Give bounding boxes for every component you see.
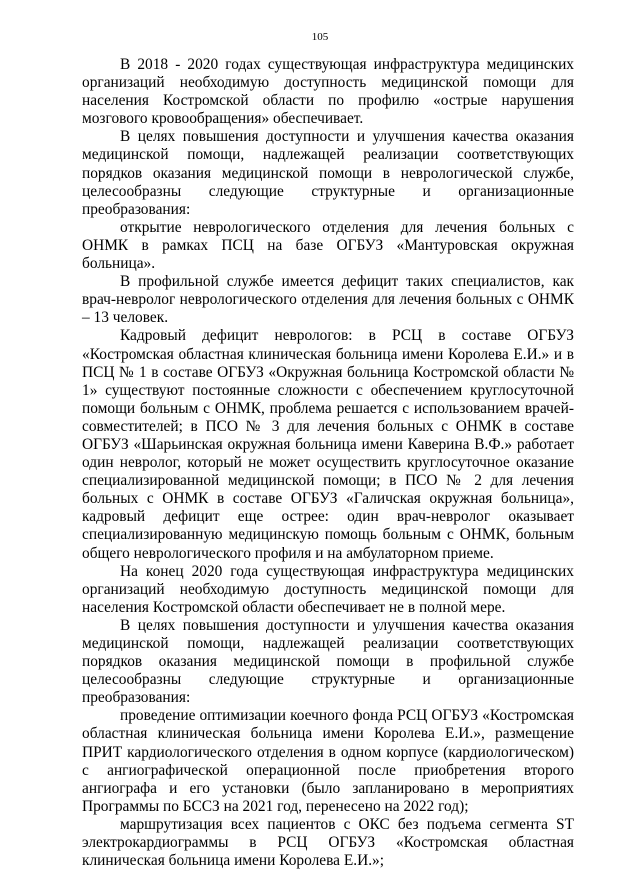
paragraph: На конец 2020 года существующая инфраструктура медицинских организаций необходимую доступность медицинской помощи для населения Костромской области обеспечивает не в полной мере. [82, 562, 574, 616]
paragraph: открытие неврологического отделения для лечения больных с ОНМК в рамках ПСЦ на базе ОГБУЗ «Мантуровская окружная больница». [82, 218, 574, 273]
paragraph: В профильной службе имеется дефицит таких специалистов, как врач-невролог неврологического отделения для лечения больных с ОНМК – 13 человек. [82, 273, 574, 327]
paragraph: маршрутизация всех пациентов с ОКС без подъема сегмента ST электрокардиограммы в РСЦ ОГБУЗ «Костромская областная клиническая больница имени Королева Е.И.»; [82, 815, 574, 870]
paragraph: Кадровый дефицит неврологов: в РСЦ в составе ОГБУЗ «Костромская областная клиническая больница имени Королева Е.И.» и в ПСЦ № 1 в составе ОГБУЗ «Окружная больница Костромской области № 1» существуют постоянные сложности с обеспечением круглосуточной помощи больным с ОНМК, проблема решается с использованием врачей-совместителей; в ПСО № 3 для лечения больных с ОНМК в составе ОГБУЗ «Шарьинская окружная больница имени Каверина В.Ф.» работает один невролог, который не может осуществить круглосуточное оказание специализированной медицинской помощи; в ПСО № 2 для лечения больных с ОНМК в составе ОГБУЗ «Галичская окружная больница», кадровый дефицит еще острее: один врач-невролог оказывает специализированную медицинскую помощь больным с ОНМК, больным общего неврологического профиля и на амбулаторном приеме. [82, 327, 574, 562]
document-body [82, 56, 574, 870]
page-number: 105 [311, 31, 329, 43]
paragraph: В целях повышения доступности и улучшения качества оказания медицинской помощи, надлежащей реализации соответствующих порядков оказания медицинской помощи в неврологической службе, целесообразны следующие структурные и организационные преобразования: [82, 128, 574, 218]
paragraph: В 2018 - 2020 годах существующая инфраструктура медицинских организаций необходимую доступность медицинской помощи для населения Костромской области по профилю «острые нарушения мозгового кровообращения» обеспечивает. [82, 56, 574, 128]
paragraph: проведение оптимизации коечного фонда РСЦ ОГБУЗ «Костромская областная клиническая больница имени Королева Е.И.», размещение ПРИТ кардиологического отделения в одном корпусе (кардиологическом) с ангиографической операционной после приобретения второго ангиографа и его установки (было запланировано в мероприятиях Программы по БССЗ на 2021 год, перенесено на 2022 год); [82, 707, 574, 815]
paragraph: В целях повышения доступности и улучшения качества оказания медицинской помощи, надлежащей реализации соответствующих порядков оказания медицинской помощи в профильной службе целесообразны следующие структурные и организационные преобразования: [82, 616, 574, 707]
